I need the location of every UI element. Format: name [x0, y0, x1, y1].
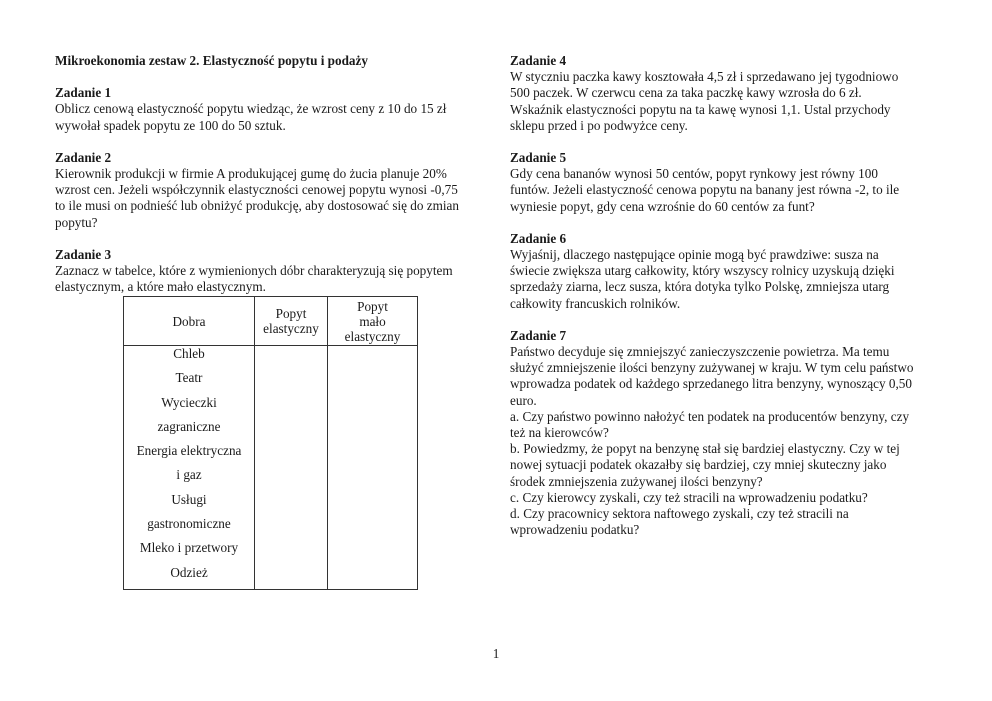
goods-item: Energia elektryczna: [136, 443, 242, 459]
task-2-line: to ile musi on podnieść lub obniżyć produkcję, aby dostosować się do zmian: [55, 198, 459, 214]
task-5-heading: Zadanie 5: [510, 150, 567, 166]
task-2-heading: Zadanie 2: [55, 149, 112, 165]
goods-item: Teatr: [175, 370, 203, 386]
task-4-heading: Zadanie 4: [510, 53, 567, 68]
task-7-line: wprowadzeniu podatku?: [510, 522, 640, 538]
table-header-row: [124, 297, 418, 346]
task-6-heading: Zadanie 6: [510, 230, 567, 246]
header-inelastic-line: mało: [359, 313, 386, 329]
task-7-line: też na kierowców?: [510, 425, 609, 441]
task-4-line: Wskaźnik elastyczności popytu na ta kawę wynosi 1,1. Ustal przychody: [510, 101, 891, 117]
goods-list-cell: [124, 346, 255, 590]
task-7-line: b. Powiedzmy, że popyt na benzynę stał się bardziej elastyczny. Czy w tej: [510, 441, 900, 457]
goods-item: Odzież: [170, 564, 208, 580]
header-elastic-line: elastyczny: [263, 321, 319, 336]
task-7-line: a. Czy państwo powinno nałożyć ten podatek na producentów benzyny, czy: [510, 408, 910, 424]
task-5-line: funtów. Jeżeli elastyczność cenowa popytu na banany jest równa -2, to ile: [510, 182, 900, 198]
task-6: [510, 231, 950, 312]
goods-item: i gaz: [176, 467, 202, 483]
task-3-line: elastycznym, a które mało elastycznym.: [55, 279, 266, 295]
header-elastic: [255, 297, 328, 346]
task-7-line: Państwo decyduje się zmniejszyć zanieczyszczenie powietrza. Ma temu: [510, 344, 890, 360]
header-inelastic-line: elastyczny: [344, 328, 401, 344]
task-7-line: służyć zmniejszenie ilości benzyny zużywanej w kraju. W tym celu państwo: [510, 360, 914, 376]
task-7: [510, 328, 950, 539]
task-4-line: W styczniu paczka kawy kosztowała 4,5 zł i sprzedawano jej tygodniowo: [510, 69, 899, 85]
task-7-heading: Zadanie 7: [510, 327, 567, 343]
goods-item: Chleb: [173, 346, 205, 361]
task-5: [510, 150, 950, 215]
goods-item: Usługi: [171, 491, 207, 507]
task-7-line: nowej sytuacji podatek okazałby się bardziej, czy mniej skuteczny jako: [510, 457, 887, 473]
task-6-line: Wyjaśnij, dlaczego następujące opinie mogą być prawdziwe: susza na: [510, 247, 879, 263]
task-7-line: wprowadza podatek od każdego sprzedanego litra benzyny, wynoszący 0,50: [510, 376, 912, 392]
task-2-line: wzrost cen. Jeżeli współczynnik elastyczności cenowej popytu wynosi -0,75: [55, 182, 458, 198]
left-column: [55, 53, 495, 295]
task-1: [55, 85, 495, 134]
task-3-line: Zaznacz w tabelce, które z wymienionych dóbr charakteryzują się popytem: [55, 263, 453, 279]
task-7-line: euro.: [510, 392, 537, 408]
task-3: [55, 247, 495, 296]
task-5-line: wyniesie popyt, gdy cena wzrośnie do 60 centów za funt?: [510, 198, 815, 214]
goods-item: gastronomiczne: [147, 516, 231, 532]
task-1-heading: Zadanie 1: [55, 85, 112, 101]
task-1-line: Oblicz cenową elastyczność popytu wiedząc, że wzrost ceny z 10 do 15 zł: [55, 101, 447, 117]
right-column: [510, 53, 950, 554]
goods-elasticity-table: [123, 296, 418, 590]
goods-item: Wycieczki: [161, 394, 217, 410]
task-4-line: 500 paczek. W czerwcu cena za taka paczkę kawy wzrosła do 6 zł.: [510, 85, 862, 101]
task-7-line: c. Czy kierowcy zyskali, czy też stracili na wprowadzeniu podatku?: [510, 489, 868, 505]
task-5-line: Gdy cena bananów wynosi 50 centów, popyt rynkowy jest równy 100: [510, 166, 878, 182]
goods-item: Mleko i przetwory: [139, 540, 239, 556]
task-2-line: Kierownik produkcji w firmie A produkującej gumę do żucia planuje 20%: [55, 166, 447, 182]
task-2-line: popytu?: [55, 214, 98, 230]
task-7-line: środek zmniejszenia zużywanej ilości benzyny?: [510, 473, 763, 489]
task-6-line: świecie zwiększa utarg całkowity, który wszyscy rolnicy uzyskują dzięki: [510, 263, 895, 279]
header-elastic-line: Popyt: [275, 306, 307, 321]
task-6-line: sprzedaży ziarna, lecz susza, która dotyka tylko Polskę, zmniejsza utarg: [510, 279, 890, 295]
task-6-line: całkowity francuskich rolników.: [510, 295, 681, 311]
goods-item: zagraniczne: [157, 418, 221, 434]
task-3-heading: Zadanie 3: [55, 246, 112, 262]
task-4: [510, 53, 950, 134]
header-inelastic: [328, 297, 418, 346]
header-goods: Dobra: [124, 297, 255, 346]
elastic-answer-cell[interactable]: [255, 346, 328, 590]
header-inelastic-line: Popyt: [357, 298, 388, 314]
task-2: [55, 150, 495, 231]
inelastic-answer-cell[interactable]: [328, 346, 418, 590]
task-1-line: wywołał spadek popytu ze 100 do 50 sztuk.: [55, 117, 286, 133]
page-number: 1: [492, 646, 500, 661]
task-4-line: sklepu przed i po podwyżce ceny.: [510, 117, 688, 133]
document-title: Mikroekonomia zestaw 2. Elastyczność popytu i podaży: [55, 53, 368, 68]
task-7-line: d. Czy pracownicy sektora naftowego zyskali, czy też stracili na: [510, 506, 849, 522]
table-body-row: [124, 346, 418, 590]
